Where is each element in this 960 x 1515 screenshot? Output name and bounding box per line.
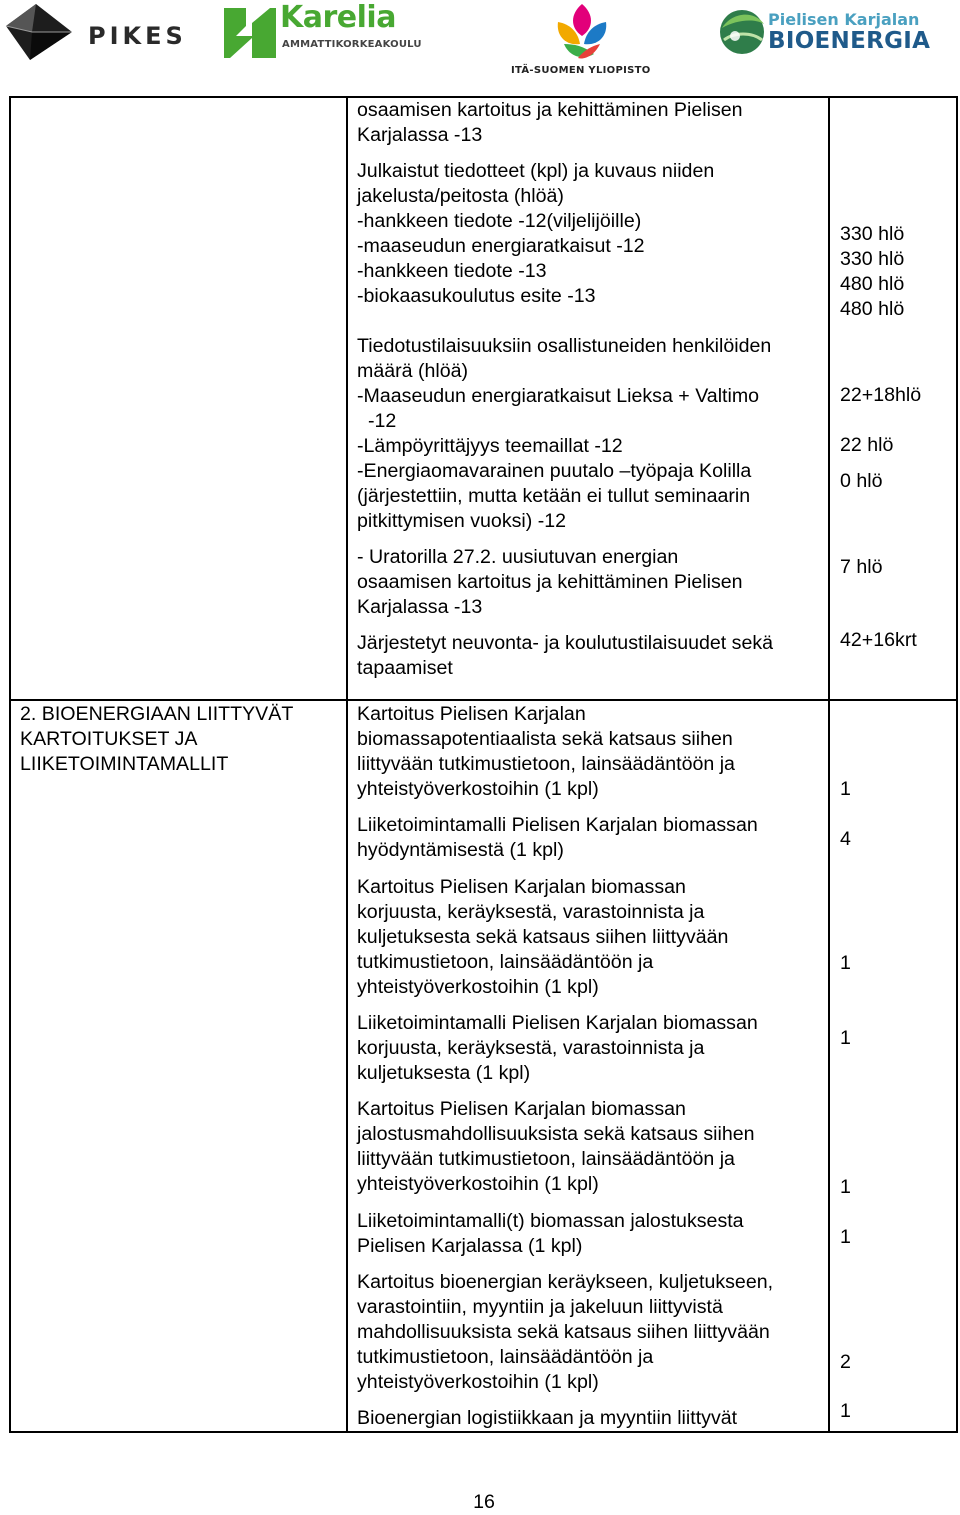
list-item-1: Kartoitus Pielisen Karjalan biomassapotentiaalista sekä katsaus siihen liittyvään tutkimustietoon, lainsäädäntöön ja yhteistyöverkostoihin (1 kpl) [357, 703, 735, 800]
karelia-wordmark: Karelia [280, 0, 396, 35]
tilaisuudet-value-2: 22 hlö [840, 434, 894, 456]
list-item-8: Bioenergian logistiikkaan ja myyntiin liittyvät [357, 1407, 738, 1429]
tilaisuudet-text: Tiedotustilaisuuksiin osallistuneiden henkilöiden määrä (hlöä) -Maaseudun energiaratkaisut Lieksa + Valtimo -12 -Lämpöyrittäjyys teemaillat -12 -Energiaomavarainen puutalo –työpaja Kolilla (järjestettiin, mutta ketään ei tullut seminaarin pitkittymisen vuoksi) -12 [357, 335, 772, 532]
list-item-5-value: 1 [840, 1176, 851, 1198]
list-item-2: Liiketoimintamalli Pielisen Karjalan biomassan hyödyntämisestä (1 kpl) [357, 814, 758, 861]
table-column-divider-1 [346, 96, 348, 1433]
uratorilla-text: - Uratorilla 27.2. uusiutuvan energian osaamisen kartoitus ja kehittäminen Pielisen Karjalassa -13 [357, 546, 743, 618]
list-item-2-value: 4 [840, 828, 851, 850]
bioenergia-logo [718, 6, 931, 62]
tiedotteet-text: Julkaistut tiedotteet (kpl) ja kuvaus niiden jakelusta/peitosta (hlöä) -hankkeen tiedote -12(viljelijöille) -maaseudun energiaratkaisut -12 -hankkeen tiedote -13 -biokaasukoulutus esite -13 [357, 160, 715, 307]
list-item-3-value: 1 [840, 952, 851, 974]
uratorilla-value: 7 hlö [840, 556, 883, 578]
tilaisuudet-value-3: 0 hlö [840, 470, 883, 492]
bioenergia-wordmark-top: Pielisen Karjalan [768, 10, 920, 29]
table-right-border [956, 96, 958, 1433]
bioenergia-globe-icon [718, 6, 766, 58]
list-item-4: Liiketoimintamalli Pielisen Karjalan biomassan korjuusta, keräyksestä, varastoinnista ja kuljetuksesta (1 kpl) [357, 1012, 758, 1084]
pikes-mark-icon [2, 2, 86, 62]
tilaisuudet-value-1: 22+18hlö [840, 384, 922, 406]
list-item-5: Kartoitus Pielisen Karjalan biomassan jalostusmahdollisuuksista sekä katsaus siihen liittyvään tutkimustietoon, lainsäädäntöön ja yhteistyöverkostoihin (1 kpl) [357, 1098, 755, 1195]
table-row-divider [9, 699, 957, 701]
intro-text: osaamisen kartoitus ja kehittäminen Pielisen Karjalassa -13 [357, 99, 743, 146]
neuvonta-text: Järjestetyt neuvonta- ja koulutustilaisuudet sekä tapaamiset [357, 632, 774, 679]
list-item-1-value: 1 [840, 778, 851, 800]
table-bottom-border [9, 1431, 957, 1433]
list-item-4-value: 1 [840, 1027, 851, 1049]
pikes-logo [2, 2, 187, 62]
karelia-subtitle: AMMATTIKORKEAKOULU [282, 39, 422, 50]
list-item-7-value: 2 [840, 1351, 851, 1373]
karelia-logo [222, 0, 422, 62]
list-item-7: Kartoitus bioenergian keräykseen, kuljetukseen, varastointiin, myyntiin ja jakeluun liittyvistä mahdollisuuksista sekä katsaus siihen liittyvään tutkimustietoon, lainsäädäntöön ja yhteistyöverkostoihin (1 kpl) [357, 1271, 774, 1393]
section-label: 2. BIOENERGIAAN LIITTYVÄT KARTOITUKSET JA LIIKETOIMINTAMALLIT [20, 703, 294, 775]
table-column-divider-2 [828, 96, 830, 1433]
list-item-8-value: 1 [840, 1400, 851, 1422]
neuvonta-value: 42+16krt [840, 629, 917, 651]
uef-wordmark: ITÄ-SUOMEN YLIOPISTO [511, 65, 651, 76]
pikes-wordmark: PIKES [88, 22, 187, 50]
uef-mark-icon [508, 0, 660, 64]
uef-logo [508, 0, 660, 80]
page-number: 16 [473, 1491, 495, 1513]
karelia-mark-icon [222, 6, 278, 60]
list-item-6: Liiketoimintamalli(t) biomassan jalostuksesta Pielisen Karjalassa (1 kpl) [357, 1210, 744, 1257]
table-left-border [9, 96, 11, 1433]
list-item-3: Kartoitus Pielisen Karjalan biomassan korjuusta, keräyksestä, varastoinnista ja kuljetuksesta sekä katsaus siihen liittyvään tutkimustietoon, lainsäädäntöön ja yhteistyöverkostoihin (1 kpl) [357, 876, 729, 998]
tiedotteet-values: 330 hlö 330 hlö 480 hlö 480 hlö [840, 223, 905, 320]
list-item-6-value: 1 [840, 1226, 851, 1248]
bioenergia-wordmark-bottom: BIOENERGIA [768, 28, 931, 54]
